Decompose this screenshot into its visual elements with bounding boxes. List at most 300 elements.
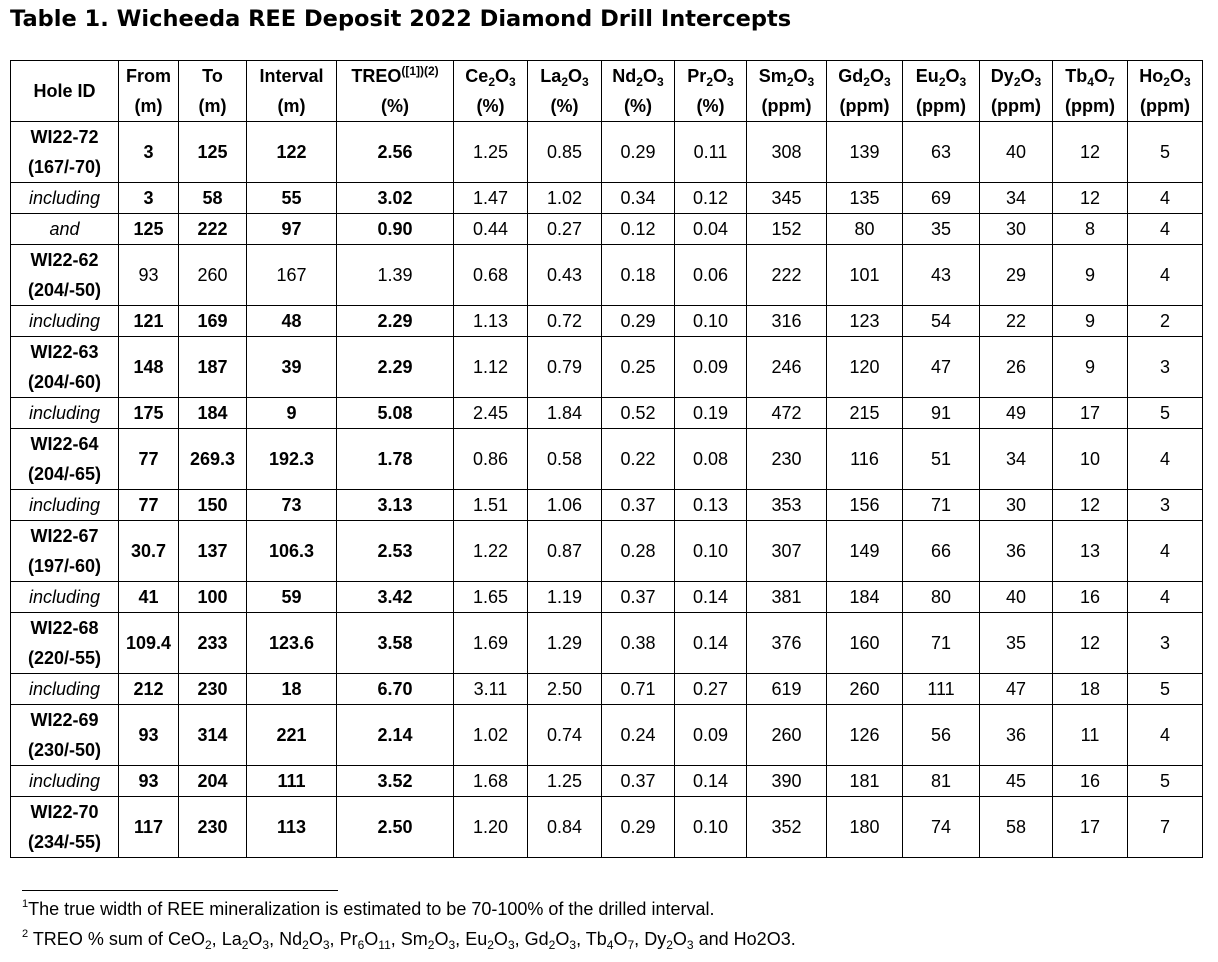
formula-subscript: 4	[1087, 75, 1094, 89]
table-cell: 41	[119, 582, 179, 613]
table-cell: 0.27	[675, 674, 747, 705]
sub-interval-label: including	[11, 582, 119, 613]
table-cell: 111	[247, 766, 337, 797]
formula-subscript: 2	[427, 938, 435, 952]
table-cell: 93	[119, 245, 179, 306]
table-cell: 34	[980, 183, 1053, 214]
formula-subscript: 2	[1163, 75, 1170, 89]
table-cell: 91	[903, 398, 980, 429]
table-cell: 5	[1128, 398, 1203, 429]
table-cell: 1.39	[337, 245, 454, 306]
table-cell: 4	[1128, 705, 1203, 766]
table-cell: 0.34	[602, 183, 675, 214]
formula-subscript: 7	[1108, 75, 1115, 89]
table-cell: 0.38	[602, 613, 675, 674]
formula-part: Nd	[612, 66, 637, 86]
table-cell: 125	[119, 214, 179, 245]
table-cell: 116	[827, 429, 903, 490]
table-cell: 3	[1128, 337, 1203, 398]
table-cell: 43	[903, 245, 980, 306]
header-unit: (%)	[550, 96, 579, 116]
table-cell: 1.25	[528, 766, 602, 797]
table-cell: 39	[247, 337, 337, 398]
formula-subscript: 2	[786, 75, 794, 89]
table-cell: 1.19	[528, 582, 602, 613]
table-cell: 10	[1053, 429, 1128, 490]
hole-id-cell	[11, 613, 119, 674]
formula-part: O	[495, 66, 510, 86]
column-header	[528, 61, 602, 122]
formula-subscript: 4	[606, 938, 614, 952]
header-text: TREO	[351, 66, 402, 86]
table-cell: 1.65	[454, 582, 528, 613]
table-cell: 1.02	[454, 705, 528, 766]
column-header	[602, 61, 675, 122]
hole-id-cell	[11, 429, 119, 490]
footnote-1-text: The true width of REE mineralization is estimated to be 70-100% of the drilled interval.	[28, 899, 715, 919]
formula-subscript: 2	[488, 75, 495, 89]
formula-part: O	[869, 66, 884, 86]
table-cell: 2.50	[337, 797, 454, 858]
hole-id-text: (204/-65)	[27, 464, 102, 484]
formula-subscript: 3	[507, 938, 515, 952]
table-cell: 260	[827, 674, 903, 705]
formula-part: Gd	[838, 66, 864, 86]
header-text: To	[202, 66, 223, 86]
table-cell: 0.09	[675, 337, 747, 398]
table-cell: 55	[247, 183, 337, 214]
table-cell: 352	[747, 797, 827, 858]
table-cell: 73	[247, 490, 337, 521]
table-cell: 4	[1128, 429, 1203, 490]
formula-subscript: 3	[262, 938, 270, 952]
table-cell: 0.10	[675, 797, 747, 858]
table-cell: 0.12	[602, 214, 675, 245]
table-cell: 56	[903, 705, 980, 766]
formula-part: Tb	[1065, 66, 1088, 86]
sub-interval-label: including	[11, 674, 119, 705]
formula-subscript: 3	[884, 75, 891, 89]
table-cell: 51	[903, 429, 980, 490]
table-cell: 0.29	[602, 306, 675, 337]
sub-interval-label: including	[11, 766, 119, 797]
formula-part: La	[540, 66, 562, 86]
table-cell: 0.29	[602, 797, 675, 858]
formula-subscript: 3	[1034, 75, 1042, 89]
table-cell: 0.29	[602, 122, 675, 183]
formula-part: O	[793, 66, 808, 86]
column-header	[1128, 61, 1203, 122]
table-cell: 26	[980, 337, 1053, 398]
table-cell: 0.74	[528, 705, 602, 766]
formula-subscript: 2	[548, 938, 556, 952]
formula-part: O	[568, 66, 583, 86]
table-cell: 2.50	[528, 674, 602, 705]
table-cell: 0.19	[675, 398, 747, 429]
formula-part: Pr	[687, 66, 707, 86]
column-header	[454, 61, 528, 122]
table-row	[11, 122, 1203, 183]
formula-subscript: 2	[487, 938, 494, 952]
table-cell: 2.56	[337, 122, 454, 183]
hole-id-text: (230/-50)	[27, 740, 102, 760]
table-cell: 353	[747, 490, 827, 521]
table-cell: 0.44	[454, 214, 528, 245]
table-cell: 0.25	[602, 337, 675, 398]
table-cell: 8	[1053, 214, 1128, 245]
formula-subscript: 3	[686, 938, 694, 952]
table-cell: 30.7	[119, 521, 179, 582]
table-cell: 0.27	[528, 214, 602, 245]
table-cell: 47	[903, 337, 980, 398]
table-row	[11, 306, 1203, 337]
table-cell: 135	[827, 183, 903, 214]
table-cell: 1.69	[454, 613, 528, 674]
table-cell: 187	[179, 337, 247, 398]
table-cell: 3	[1128, 613, 1203, 674]
table-cell: 0.14	[675, 582, 747, 613]
column-header	[1053, 61, 1128, 122]
table-cell: 150	[179, 490, 247, 521]
table-cell: 1.13	[454, 306, 528, 337]
table-cell: 0.87	[528, 521, 602, 582]
table-cell: 12	[1053, 490, 1128, 521]
table-cell: 30	[980, 214, 1053, 245]
table-row	[11, 214, 1203, 245]
header-unit: (ppm)	[916, 96, 966, 116]
header-text: (m)	[277, 96, 306, 116]
column-header	[747, 61, 827, 122]
column-header	[11, 61, 119, 122]
table-cell: 29	[980, 245, 1053, 306]
table-cell: 93	[119, 766, 179, 797]
table-cell: 308	[747, 122, 827, 183]
formula-subscript: 3	[569, 938, 577, 952]
table-cell: 2.29	[337, 306, 454, 337]
table-cell: 45	[980, 766, 1053, 797]
formula-part: Sm	[758, 66, 787, 86]
table-cell: 260	[747, 705, 827, 766]
formula-subscript: 2	[241, 938, 249, 952]
formula-subscript: 3	[448, 938, 456, 952]
table-cell: 47	[980, 674, 1053, 705]
table-cell: 184	[179, 398, 247, 429]
footnote-divider	[22, 890, 338, 891]
table-cell: 0.12	[675, 183, 747, 214]
table-row	[11, 521, 1203, 582]
table-cell: 6.70	[337, 674, 454, 705]
table-body	[11, 122, 1203, 858]
hole-id-text: WI22-69	[30, 710, 99, 730]
formula-subscript: 2	[636, 75, 643, 89]
header-formula	[1053, 61, 1127, 91]
table-cell: 30	[980, 490, 1053, 521]
formula-subscript: 3	[509, 75, 516, 89]
table-cell: 117	[119, 797, 179, 858]
header-formula	[454, 61, 527, 91]
table-cell: 181	[827, 766, 903, 797]
table-cell: 0.28	[602, 521, 675, 582]
column-header	[827, 61, 903, 122]
table-cell: 2.53	[337, 521, 454, 582]
formula-subscript: 2	[938, 75, 946, 89]
header-unit: (%)	[381, 96, 409, 116]
table-cell: 148	[119, 337, 179, 398]
table-cell: 49	[980, 398, 1053, 429]
table-cell: 101	[827, 245, 903, 306]
hole-id-cell	[11, 245, 119, 306]
footnote-2-text: TREO % sum of CeO$_2$, $La_2O_3$, $Nd_2O_3$, $Pr_6O_{11}$, $Sm_2O_3$, $Eu_2O_3$, $Gd_2O_3$, $Tb_4O_7$, $Dy_2O_3$ and Ho2O3.	[32, 929, 796, 952]
footnote-2	[22, 929, 796, 950]
table-cell: 93	[119, 705, 179, 766]
formula-part: Eu	[915, 66, 939, 86]
table-cell: 0.72	[528, 306, 602, 337]
table-cell: 3.02	[337, 183, 454, 214]
table-cell: 137	[179, 521, 247, 582]
table-cell: 0.37	[602, 582, 675, 613]
header-unit: (ppm)	[1140, 96, 1190, 116]
table-cell: 230	[747, 429, 827, 490]
table-cell: 3.42	[337, 582, 454, 613]
hole-id-text: (167/-70)	[27, 157, 102, 177]
hole-id-text: WI22-64	[30, 434, 99, 454]
table-cell: 307	[747, 521, 827, 582]
table-cell: 125	[179, 122, 247, 183]
column-header	[675, 61, 747, 122]
table-cell: 18	[1053, 674, 1128, 705]
hole-id-text: (220/-55)	[27, 648, 102, 668]
table-cell: 66	[903, 521, 980, 582]
table-cell: 1.02	[528, 183, 602, 214]
table-cell: 221	[247, 705, 337, 766]
table-cell: 122	[247, 122, 337, 183]
header-text: From	[126, 66, 171, 86]
table-cell: 3.11	[454, 674, 528, 705]
table-cell: 120	[827, 337, 903, 398]
table-cell: 0.24	[602, 705, 675, 766]
formula-subscript: 3	[1184, 75, 1191, 89]
table-cell: 0.09	[675, 705, 747, 766]
sub-interval-label: including	[11, 306, 119, 337]
formula-part: O	[1093, 66, 1108, 86]
table-cell: 5.08	[337, 398, 454, 429]
table-cell: 5	[1128, 122, 1203, 183]
header-unit: (%)	[696, 96, 725, 116]
table-cell: 4	[1128, 521, 1203, 582]
table-cell: 230	[179, 797, 247, 858]
table-cell: 2.45	[454, 398, 528, 429]
footnote-2-mark: 2	[22, 928, 29, 940]
table-cell: 2.14	[337, 705, 454, 766]
table-cell: 1.12	[454, 337, 528, 398]
hole-id-text: (234/-55)	[27, 832, 102, 852]
table-cell: 35	[903, 214, 980, 245]
hole-id-cell	[11, 337, 119, 398]
table-cell: 0.14	[675, 613, 747, 674]
table-row	[11, 582, 1203, 613]
table-cell: 1.06	[528, 490, 602, 521]
header-formula	[747, 61, 826, 91]
table-cell: 126	[827, 705, 903, 766]
table-cell: 34	[980, 429, 1053, 490]
table-cell: 18	[247, 674, 337, 705]
table-cell: 77	[119, 490, 179, 521]
table-cell: 40	[980, 582, 1053, 613]
table-cell: 4	[1128, 214, 1203, 245]
formula-subscript: 11	[378, 938, 391, 952]
formula-subscript: 2	[204, 938, 212, 952]
table-cell: 160	[827, 613, 903, 674]
table-cell: 109.4	[119, 613, 179, 674]
header-formula	[980, 61, 1052, 91]
column-header	[247, 61, 337, 122]
formula-part: Ho	[1139, 66, 1164, 86]
table-cell: 156	[827, 490, 903, 521]
table-cell: 1.22	[454, 521, 528, 582]
table-cell: 1.78	[337, 429, 454, 490]
header-formula	[1128, 61, 1202, 91]
table-cell: 1.25	[454, 122, 528, 183]
table-header-row	[11, 61, 1203, 122]
table-cell: 0.90	[337, 214, 454, 245]
column-header	[179, 61, 247, 122]
table-cell: 97	[247, 214, 337, 245]
table-cell: 3.58	[337, 613, 454, 674]
header-unit: (%)	[476, 96, 505, 116]
table-cell: 0.86	[454, 429, 528, 490]
formula-subscript: 2	[666, 938, 673, 952]
table-cell: 123	[827, 306, 903, 337]
table-cell: 54	[903, 306, 980, 337]
header-text: Interval	[259, 66, 324, 86]
table-cell: 4	[1128, 245, 1203, 306]
table-cell: 167	[247, 245, 337, 306]
table-cell: 260	[179, 245, 247, 306]
formula-subscript: 3	[582, 75, 589, 89]
table-cell: 0.08	[675, 429, 747, 490]
hole-id-text: WI22-62	[30, 250, 99, 270]
column-header	[980, 61, 1053, 122]
table-cell: 17	[1053, 797, 1128, 858]
table-cell: 152	[747, 214, 827, 245]
formula-subscript: 3	[322, 938, 330, 952]
table-cell: 5	[1128, 674, 1203, 705]
column-header	[337, 61, 454, 122]
table-cell: 0.14	[675, 766, 747, 797]
header-formula	[528, 61, 601, 91]
footnote-1	[22, 899, 714, 920]
formula-subscript: 2	[302, 938, 309, 952]
header-unit: (ppm)	[839, 96, 890, 116]
formula-part: Dy	[990, 66, 1014, 86]
table-cell: 184	[827, 582, 903, 613]
hole-id-cell	[11, 521, 119, 582]
header-unit: (ppm)	[991, 96, 1041, 116]
formula-subscript: 7	[627, 938, 635, 952]
drill-intercepts-table	[10, 60, 1203, 858]
table-cell: 215	[827, 398, 903, 429]
table-cell: 7	[1128, 797, 1203, 858]
table-cell: 22	[980, 306, 1053, 337]
table-cell: 123.6	[247, 613, 337, 674]
hole-id-text: WI22-63	[30, 342, 99, 362]
footnote-1-mark: 1	[22, 898, 29, 910]
table-cell: 314	[179, 705, 247, 766]
table-cell: 2.29	[337, 337, 454, 398]
header-line	[337, 61, 453, 91]
formula-subscript: 3	[657, 75, 664, 89]
table-cell: 139	[827, 122, 903, 183]
header-text: (m)	[198, 96, 227, 116]
header-formula	[602, 61, 674, 91]
table-row	[11, 429, 1203, 490]
table-cell: 13	[1053, 521, 1128, 582]
table-cell: 472	[747, 398, 827, 429]
formula-subscript: 3	[959, 75, 967, 89]
formula-subscript: 2	[863, 75, 870, 89]
table-cell: 36	[980, 521, 1053, 582]
table-cell: 180	[827, 797, 903, 858]
hole-id-text: (197/-60)	[27, 556, 102, 576]
formula-subscript: 6	[357, 938, 365, 952]
table-cell: 192.3	[247, 429, 337, 490]
table-cell: 71	[903, 613, 980, 674]
table-cell: 169	[179, 306, 247, 337]
table-cell: 4	[1128, 582, 1203, 613]
column-header	[119, 61, 179, 122]
table-cell: 390	[747, 766, 827, 797]
table-cell: 230	[179, 674, 247, 705]
table-row	[11, 613, 1203, 674]
table-cell: 0.11	[675, 122, 747, 183]
table-cell: 4	[1128, 183, 1203, 214]
hole-id-cell	[11, 705, 119, 766]
table-cell: 40	[980, 122, 1053, 183]
header-text: (m)	[134, 96, 163, 116]
table-cell: 11	[1053, 705, 1128, 766]
table-cell: 246	[747, 337, 827, 398]
table-cell: 3	[1128, 490, 1203, 521]
table-cell: 80	[903, 582, 980, 613]
formula-subscript: 2	[561, 75, 568, 89]
table-cell: 3.52	[337, 766, 454, 797]
table-cell: 0.43	[528, 245, 602, 306]
table-row	[11, 797, 1203, 858]
table-cell: 59	[247, 582, 337, 613]
header-formula	[675, 61, 746, 91]
sub-interval-label: including	[11, 398, 119, 429]
table-cell: 17	[1053, 398, 1128, 429]
table-cell: 71	[903, 490, 980, 521]
hole-id-cell	[11, 797, 119, 858]
table-cell: 222	[179, 214, 247, 245]
table-cell: 381	[747, 582, 827, 613]
formula-part: Ce	[465, 66, 489, 86]
formula-subscript: 2	[1013, 75, 1021, 89]
formula-subscript: 2	[706, 75, 713, 89]
table-cell: 0.13	[675, 490, 747, 521]
table-cell: 121	[119, 306, 179, 337]
table-cell: 376	[747, 613, 827, 674]
header-unit: (ppm)	[761, 96, 812, 116]
sub-interval-label: and	[11, 214, 119, 245]
table-cell: 35	[980, 613, 1053, 674]
table-cell: 233	[179, 613, 247, 674]
hole-id-cell	[11, 122, 119, 183]
table-cell: 16	[1053, 582, 1128, 613]
page-title: Table 1. Wicheeda REE Deposit 2022 Diamond Drill Intercepts	[10, 6, 792, 32]
table-cell: 58	[980, 797, 1053, 858]
